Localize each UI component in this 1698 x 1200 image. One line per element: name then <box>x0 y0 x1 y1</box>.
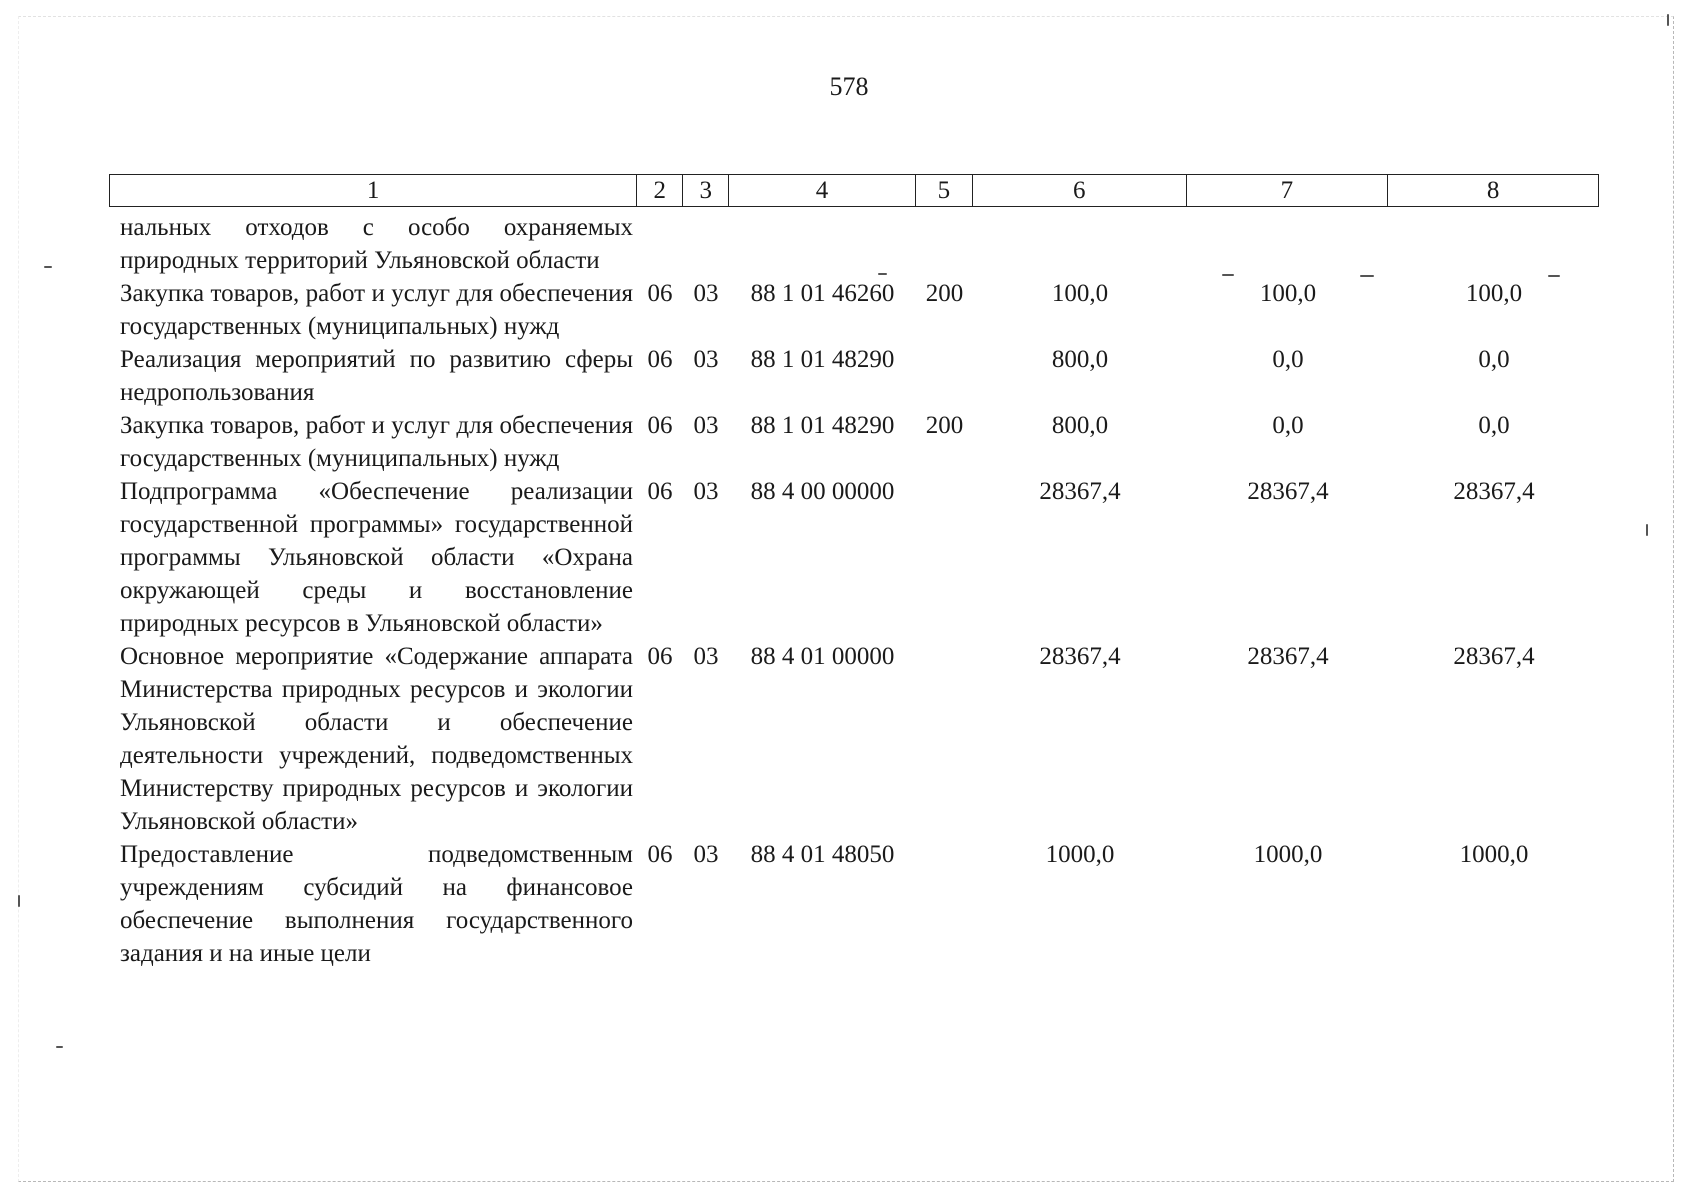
column-header-7: 7 <box>1187 175 1389 206</box>
column-header-3: 3 <box>683 175 729 206</box>
scan-speck <box>1222 274 1234 276</box>
row-target-code: 88 1 01 48290 <box>750 346 895 373</box>
scan-speck <box>56 1046 63 1048</box>
row-amount-col7: 100,0 <box>1259 280 1317 307</box>
row-amount-col6: 28367,4 <box>1039 643 1121 670</box>
row-description: нальных отходов с особо охраняемых природных территорий Ульяновской области <box>120 214 633 274</box>
table-body <box>109 211 1599 970</box>
row-expense-type: 200 <box>925 412 964 439</box>
row-subsection: 03 <box>693 841 719 868</box>
table-row <box>109 838 1599 970</box>
column-header-8: 8 <box>1486 177 1500 204</box>
row-section: 06 <box>647 280 673 307</box>
row-description: Закупка товаров, работ и услуг для обеспечения государственных (муниципальных) нужд <box>120 412 633 472</box>
row-section: 06 <box>647 346 673 373</box>
row-target-code: 88 4 01 48050 <box>750 841 895 868</box>
row-section: 06 <box>647 478 673 505</box>
table-row <box>109 640 1599 838</box>
table-row <box>109 475 1599 640</box>
row-amount-col8: 100,0 <box>1465 280 1523 307</box>
scan-speck <box>1548 275 1560 277</box>
row-subsection: 03 <box>693 346 719 373</box>
row-amount-col6: 800,0 <box>1051 412 1109 439</box>
row-amount-col7: 28367,4 <box>1247 478 1329 505</box>
row-amount-col6: 1000,0 <box>1045 841 1115 868</box>
row-amount-col7: 1000,0 <box>1253 841 1323 868</box>
row-description: Предоставление подведомственным учреждениям субсидий на финансовое обеспечение выполнения государственного задания и на иные цели <box>120 841 633 967</box>
column-header-6: 6 <box>973 175 1187 206</box>
column-header-4: 4 <box>729 175 916 206</box>
scan-speck <box>1667 14 1669 26</box>
row-subsection: 03 <box>693 412 719 439</box>
row-amount-col8: 28367,4 <box>1453 478 1535 505</box>
row-description: Закупка товаров, работ и услуг для обеспечения государственных (муниципальных) нужд <box>120 280 633 340</box>
table-row <box>109 343 1599 409</box>
table-row <box>109 211 1599 277</box>
row-section: 06 <box>647 412 673 439</box>
row-description: Подпрограмма «Обеспечение реализации государственной программы» государственной программы Ульяновской области «Охрана окружающей среды и восстановление природных ресурсов в Ульяновской области» <box>120 478 633 637</box>
row-amount-col7: 0,0 <box>1272 412 1304 439</box>
row-amount-col8: 0,0 <box>1478 346 1510 373</box>
row-description: Реализация мероприятий по развитию сферы недропользования <box>120 346 633 406</box>
row-amount-col7: 0,0 <box>1272 346 1304 373</box>
row-target-code: 88 4 01 00000 <box>750 643 895 670</box>
row-amount-col8: 28367,4 <box>1453 643 1535 670</box>
row-description: Основное мероприятие «Содержание аппарата Министерства природных ресурсов и экологии Ульяновской области и обеспечение деятельности учреждений, подведомственных Министерству природных ресурсов и экологии Ульяновской области» <box>120 643 633 835</box>
row-subsection: 03 <box>693 643 719 670</box>
table-row <box>109 409 1599 475</box>
page-number: 578 <box>829 72 869 101</box>
row-section: 06 <box>647 643 673 670</box>
column-header-5: 5 <box>916 175 973 206</box>
row-amount-col8: 1000,0 <box>1459 841 1529 868</box>
scan-speck <box>1360 275 1374 277</box>
scan-speck <box>44 266 52 268</box>
row-amount-col8: 0,0 <box>1478 412 1510 439</box>
scan-speck <box>18 895 20 907</box>
table-row <box>109 277 1599 343</box>
row-target-code: 88 4 00 00000 <box>750 478 895 505</box>
row-amount-col6: 800,0 <box>1051 346 1109 373</box>
row-subsection: 03 <box>693 280 719 307</box>
row-amount-col7: 28367,4 <box>1247 643 1329 670</box>
table-header <box>109 174 1599 207</box>
row-expense-type: 200 <box>925 280 964 307</box>
row-target-code: 88 1 01 46260 <box>750 280 895 307</box>
row-subsection: 03 <box>693 478 719 505</box>
row-section: 06 <box>647 841 673 868</box>
scan-speck <box>878 273 887 275</box>
row-amount-col6: 100,0 <box>1051 280 1109 307</box>
column-header-2: 2 <box>637 175 683 206</box>
row-target-code: 88 1 01 48290 <box>750 412 895 439</box>
row-amount-col6: 28367,4 <box>1039 478 1121 505</box>
column-header-1: 1 <box>110 175 637 206</box>
scan-speck <box>1646 524 1648 536</box>
